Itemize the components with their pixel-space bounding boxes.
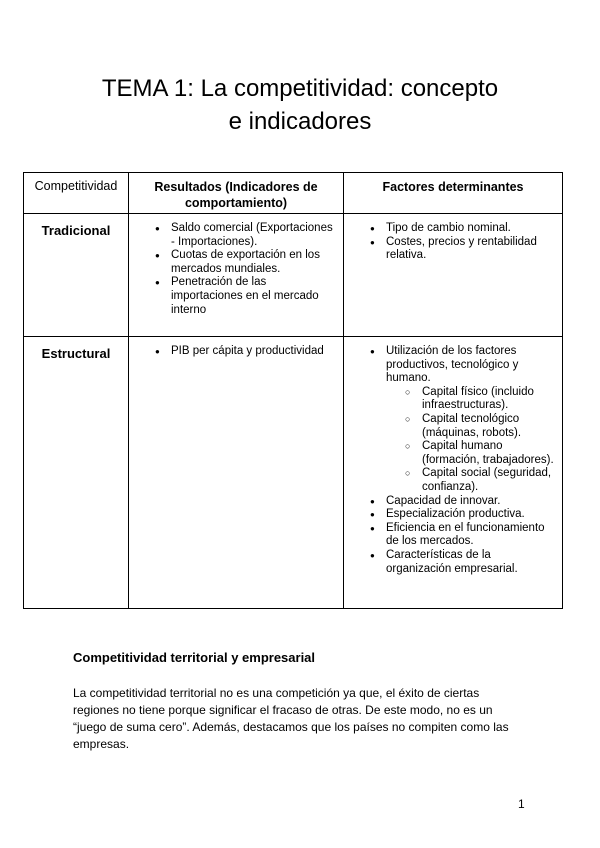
list-item: ● Costes, precios y rentabilidad relativa. bbox=[386, 236, 556, 263]
section-heading: Competitividad territorial y empresarial bbox=[73, 650, 316, 665]
table-row-estructural bbox=[24, 337, 563, 609]
list-item: ● PIB per cápita y productividad bbox=[171, 345, 337, 359]
title-line-2: e indicadores bbox=[228, 108, 372, 135]
sublist-item: ○ Capital humano (formación, trabajadores). bbox=[422, 440, 556, 467]
row-label-tradicional: Tradicional bbox=[24, 214, 129, 337]
sublist bbox=[386, 386, 556, 495]
page-number: 1 bbox=[518, 797, 525, 811]
list-item: ● Eficiencia en el funcionamiento de los mercados. bbox=[386, 522, 556, 549]
header-factores: Factores determinantes bbox=[344, 173, 563, 214]
list-item-text: Utilización de los factores productivos, tecnológico y humano. bbox=[386, 345, 519, 385]
list-item: ● Capacidad de innovar. bbox=[386, 495, 556, 509]
sublist-item: ○ Capital físico (incluido infraestructuras). bbox=[422, 386, 556, 413]
cell-results-estructural bbox=[129, 337, 344, 609]
header-competitividad: Competitividad bbox=[24, 173, 129, 214]
page-title bbox=[40, 72, 560, 138]
cell-results-tradicional bbox=[129, 214, 344, 337]
sublist-item: ○ Capital social (seguridad, confianza). bbox=[422, 467, 556, 494]
list-item: ● Especialización productiva. bbox=[386, 508, 556, 522]
title-line-1: TEMA 1: La competitividad: concepto bbox=[101, 75, 499, 102]
row-label-estructural: Estructural bbox=[24, 337, 129, 609]
header-resultados: Resultados (Indicadores de comportamiento) bbox=[129, 173, 344, 214]
list-item: ● Penetración de las importaciones en el mercado interno bbox=[171, 276, 337, 317]
section-paragraph: La competitividad territorial no es una competición ya que, el éxito de ciertas regiones no tiene porque significar el fracaso de otras. De este modo, no es un “juego de suma cero”. Además, destacamos que los países no compiten como las empresas. bbox=[73, 686, 509, 751]
list-item: ● Cuotas de exportación en los mercados mundiales. bbox=[171, 249, 337, 276]
competitiveness-table bbox=[23, 172, 563, 609]
table-header-row bbox=[24, 173, 563, 214]
list-item: ● Características de la organización empresarial. bbox=[386, 549, 556, 576]
list-item: ● Tipo de cambio nominal. bbox=[386, 222, 556, 236]
cell-factors-tradicional bbox=[344, 214, 563, 337]
sublist-item: ○ Capital tecnológico (máquinas, robots). bbox=[422, 413, 556, 440]
list-item: ● Saldo comercial (Exportaciones - Importaciones). bbox=[171, 222, 337, 249]
cell-factors-estructural bbox=[344, 337, 563, 609]
table-row-tradicional bbox=[24, 214, 563, 337]
list-item bbox=[386, 345, 556, 495]
